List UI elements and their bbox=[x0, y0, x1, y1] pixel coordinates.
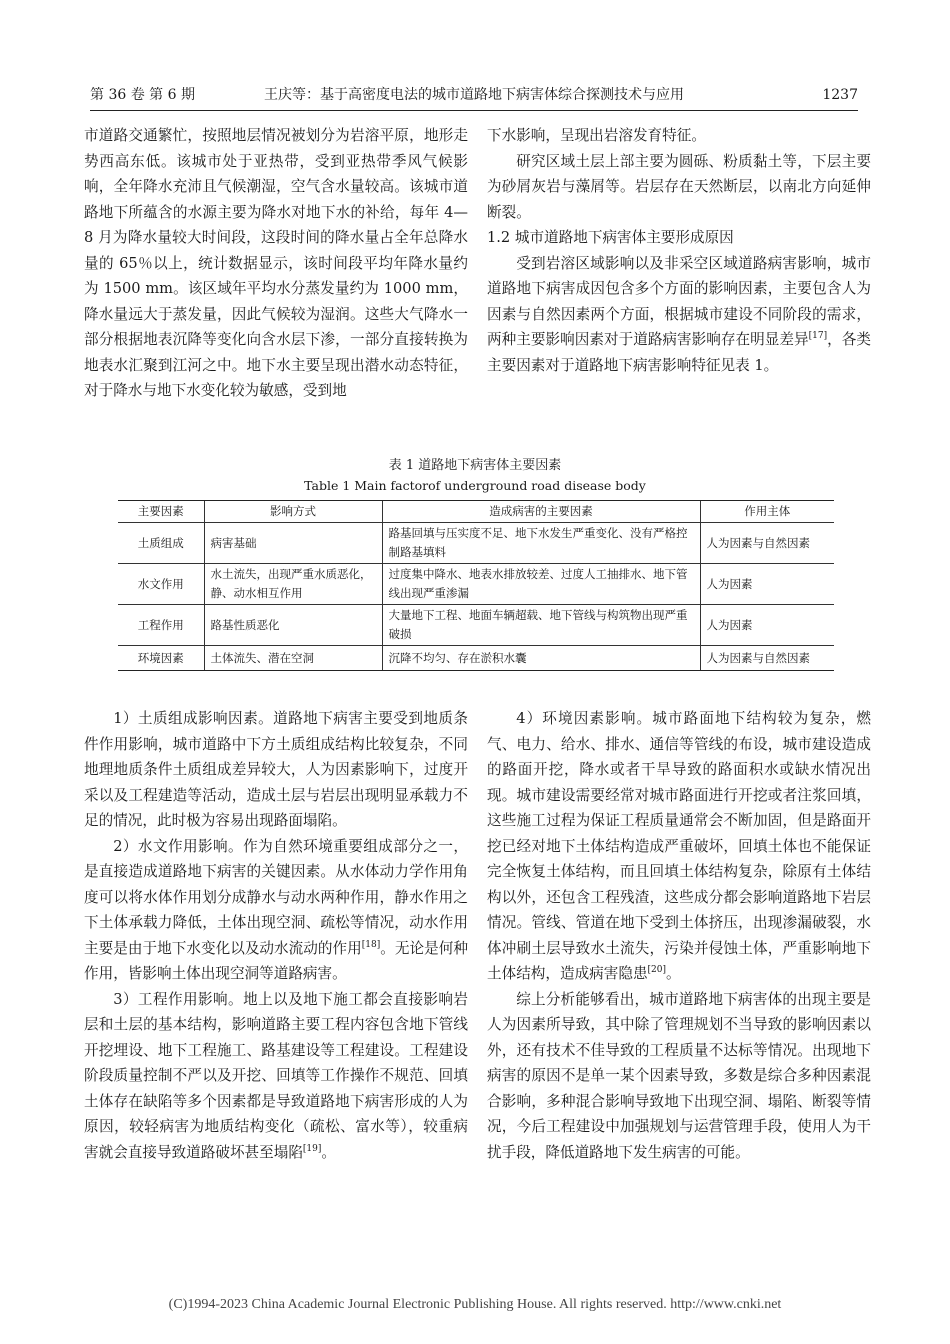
page-number: 1237 bbox=[822, 87, 858, 103]
citation-ref[interactable]: [18] bbox=[361, 939, 381, 950]
table-cell: 水文作用 bbox=[118, 564, 204, 605]
top-right-column bbox=[487, 123, 871, 378]
bottom-left-column bbox=[84, 706, 468, 1165]
table-cell: 路基回填与压实度不足、地下水发生严重变化、没有严格控制路基填料 bbox=[382, 523, 700, 564]
top-left-column bbox=[84, 123, 468, 404]
table-row bbox=[118, 605, 834, 646]
section-heading-1-2: 1.2 城市道路地下病害体主要形成原因 bbox=[487, 229, 734, 246]
table-caption-en: Table 1 Main factorof underground road disease body bbox=[304, 478, 646, 493]
header-rule bbox=[90, 110, 858, 111]
paragraph-summary: 综上分析能够看出，城市道路地下病害体的出现主要是人为因素所导致，其中除了管理规划不当导致的影响因素以外，还有技术不佳导致的工程质量不达标等情况。出现地下病害的原因不是单一某个因素导致，多数是综合多种因素混合影响，多种混合影响导致地下出现空洞、塌陷、断裂等情况，今后工程建设中加强规划与运营管理手段，使用人为干扰手段，降低道路地下发生病害的可能。 bbox=[487, 990, 871, 1161]
column-header: 造成病害的主要因素 bbox=[382, 501, 700, 523]
column-header: 影响方式 bbox=[204, 501, 382, 523]
table-cell: 土体流失、潜在空洞 bbox=[204, 646, 382, 671]
table-cell: 路基性质恶化 bbox=[204, 605, 382, 646]
citation-ref[interactable]: [19] bbox=[302, 1143, 322, 1154]
journal-volume-issue: 第 36 卷 第 6 期 bbox=[90, 87, 195, 103]
table-row bbox=[118, 646, 834, 671]
bottom-right-column bbox=[487, 706, 871, 1165]
table-cell: 水土流失，出现严重水质恶化，静、动水相互作用 bbox=[204, 564, 382, 605]
table-cell: 土质组成 bbox=[118, 523, 204, 564]
citation-ref[interactable]: [17] bbox=[808, 331, 828, 342]
table-cell: 工程作用 bbox=[118, 605, 204, 646]
paragraph-soil-factor: 1）土质组成影响因素。道路地下病害主要受到地质条件作用影响，城市道路中下方土质组成结构比较复杂，不同地理地质条件土质组成差异较大，人为因素影响下，过度开采以及工程建造等活动，造成土层与岩层出现明显承载力不足的情况，此时极为容易出现路面塌陷。 bbox=[84, 710, 468, 829]
running-header bbox=[90, 84, 858, 106]
paragraph-causes: 受到岩溶区域影响以及非采空区域道路病害影响，城市道路地下病害成因包含多个方面的影响因素，主要包含人为因素与自然因素两个方面，根据城市建设不同阶段的需求，两种主要影响因素对于道路病害影响存在明显差异[17]，各类主要因素对于道路地下病害影响特征见表 1。 bbox=[487, 254, 871, 374]
paragraph-continued: 下水影响，呈现出岩溶发育特征。 bbox=[487, 127, 706, 144]
table-header-row bbox=[118, 501, 834, 523]
paragraph-engineering-factor: 3）工程作用影响。地上以及地下施工都会直接影响岩层和土层的基本结构，影响道路主要工程内容包含地下管线开挖埋设、地下工程施工、路基建设等工程建设。工程建设阶段质量控制不严以及开挖、回填等工作操作不规范、回填土体存在缺陷等多个因素都是导致道路地下病害形成的人为原因，较轻病害为地质结构变化（疏松、富水等），较重病害就会直接导致道路破坏甚至塌陷[19]。 bbox=[84, 990, 468, 1161]
table-cell: 病害基础 bbox=[204, 523, 382, 564]
copyright-footer: (C)1994-2023 China Academic Journal Electronic Publishing House. All rights reserved. http://www.cnki.net bbox=[168, 1297, 782, 1312]
table-row bbox=[118, 564, 834, 605]
running-title: 王庆等：基于高密度电法的城市道路地下病害体综合探测技术与应用 bbox=[264, 87, 684, 103]
table-cell: 沉降不均匀、存在淤积水囊 bbox=[382, 646, 700, 671]
table-cell: 人为因素 bbox=[700, 564, 834, 605]
citation-ref[interactable]: [20] bbox=[647, 965, 667, 976]
column-header: 主要因素 bbox=[118, 501, 204, 523]
paragraph-hydrology-factor: 2）水文作用影响。作为自然环境重要组成部分之一，是直接造成道路地下病害的关键因素。从水体动力学作用角度可以将水体作用划分成静水与动水两种作用，静水作用之下土体承载力降低，土体出现空洞、疏松等情况，动水作用主要是由于地下水变化以及动水流动的作用[18]。无论是何种作用，皆影响土体出现空洞等道路病害。 bbox=[84, 837, 468, 982]
table-row bbox=[118, 523, 834, 564]
table-cell: 环境因素 bbox=[118, 646, 204, 671]
paragraph-environment-factor: 4）环境因素影响。城市路面地下结构较为复杂，燃气、电力、给水、排水、通信等管线的布设，城市建设造成的路面开挖，降水或者干旱导致的路面积水或缺水情况出现。城市建设需要经常对城市路面进行开挖或者注浆回填，这些施工过程为保证工程质量通常会不断加固，但是路面开挖已经对地下土体结构造成严重破坏，回填土体也不能保证完全恢复土体结构，而且回填土体结构复杂，除原有土体结构以外，还包含工程残渣，这些成分都会影响道路地下岩层情况。管线、管道在地下受到土体挤压，出现渗漏破裂，水体冲刷土层导致水土流失，污染并侵蚀土体，严重影响地下土体结构，造成病害隐患[20]。 bbox=[487, 710, 871, 982]
column-header: 作用主体 bbox=[700, 501, 834, 523]
table-caption-cn: 表 1 道路地下病害体主要因素 bbox=[388, 458, 562, 473]
paragraph-soil-layers: 研究区域土层上部主要为圆砾、粉质黏土等，下层主要为砂屑灰岩与藻屑等。岩层存在天然断层，以南北方向延伸断裂。 bbox=[487, 152, 871, 221]
table-cell: 大量地下工程、地面车辆超载、地下管线与构筑物出现严重破损 bbox=[382, 605, 700, 646]
table-cell: 人为因素与自然因素 bbox=[700, 523, 834, 564]
table-cell: 过度集中降水、地表水排放较差、过度人工抽排水、地下管线出现严重渗漏 bbox=[382, 564, 700, 605]
table-cell: 人为因素与自然因素 bbox=[700, 646, 834, 671]
table-cell: 人为因素 bbox=[700, 605, 834, 646]
paragraph-continued: 市道路交通繁忙，按照地层情况被划分为岩溶平原，地形走势西高东低。该城市处于亚热带，受到亚热带季风气候影响，全年降水充沛且气候潮湿，空气含水量较高。该城市道路地下所蕴含的水源主要为降水对地下水的补给，每年 4—8 月为降水量较大时间段，这段时间的降水量占全年总降水量的 65％以上，统计数据显示，该时间段平均年降水量约为 1500 mm。该区域年平均水分蒸发量约为 1000 mm，降水量远大于蒸发量，因此气候较为湿润。这些大气降水一部分根据地表沉降等变化向含水层下渗，一部分直接转换为地表水汇聚到江河之中。地下水主要呈现出潜水动态特征，对于降水与地下水变化较为敏感，受到地 bbox=[84, 127, 468, 399]
factor-table bbox=[118, 500, 834, 671]
